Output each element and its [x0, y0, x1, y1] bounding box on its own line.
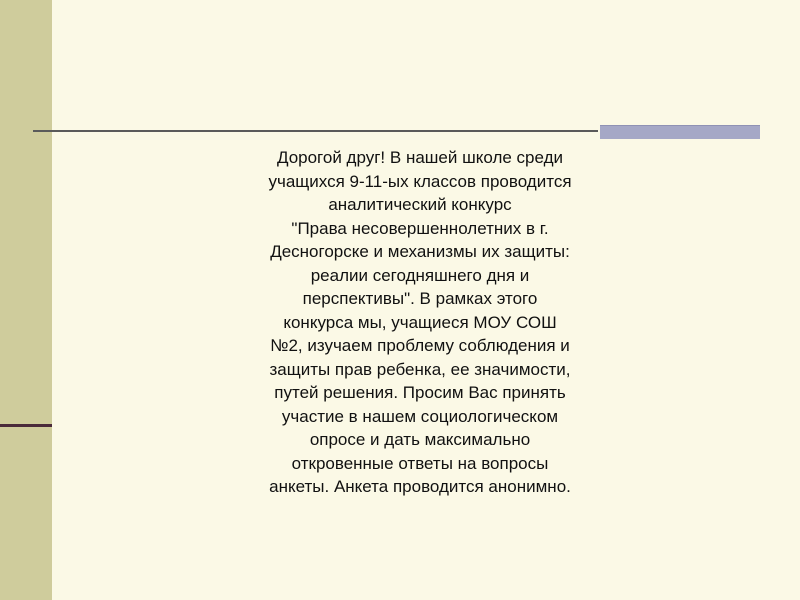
body-line: откровенные ответы на вопросы	[291, 453, 549, 473]
body-line: Десногорске и механизмы их защиты:	[270, 242, 570, 261]
body-line: участие в нашем социологическом	[281, 406, 559, 426]
body-line: №2, изучаем проблему соблюдения и	[270, 336, 570, 355]
body-line: аналитический конкурс	[328, 195, 512, 214]
body-line: реалии сегодняшнего дня и	[310, 265, 530, 285]
body-line: защиты прав ребенка, ее значимости,	[269, 359, 571, 379]
body-line: опросе и дать максимально	[309, 430, 531, 449]
slide-body-text	[210, 146, 630, 499]
title-rule-line	[33, 130, 598, 132]
title-accent-block	[600, 125, 760, 139]
body-line: "Права несовершеннолетних в г.	[291, 218, 549, 238]
side-bar-edge-line	[0, 424, 52, 427]
body-line: конкурса мы, учащиеся МОУ СОШ	[283, 312, 557, 332]
body-line: Дорогой друг! В нашей школе среди	[276, 148, 563, 167]
side-bar-decoration	[0, 0, 52, 600]
body-line: учащихся 9-11-ых классов проводится	[268, 171, 572, 191]
body-line: путей решения. Просим Вас принять	[274, 383, 566, 402]
body-line: перспективы". В рамках этого	[302, 289, 538, 308]
body-line: анкеты. Анкета проводится анонимно.	[269, 477, 571, 496]
